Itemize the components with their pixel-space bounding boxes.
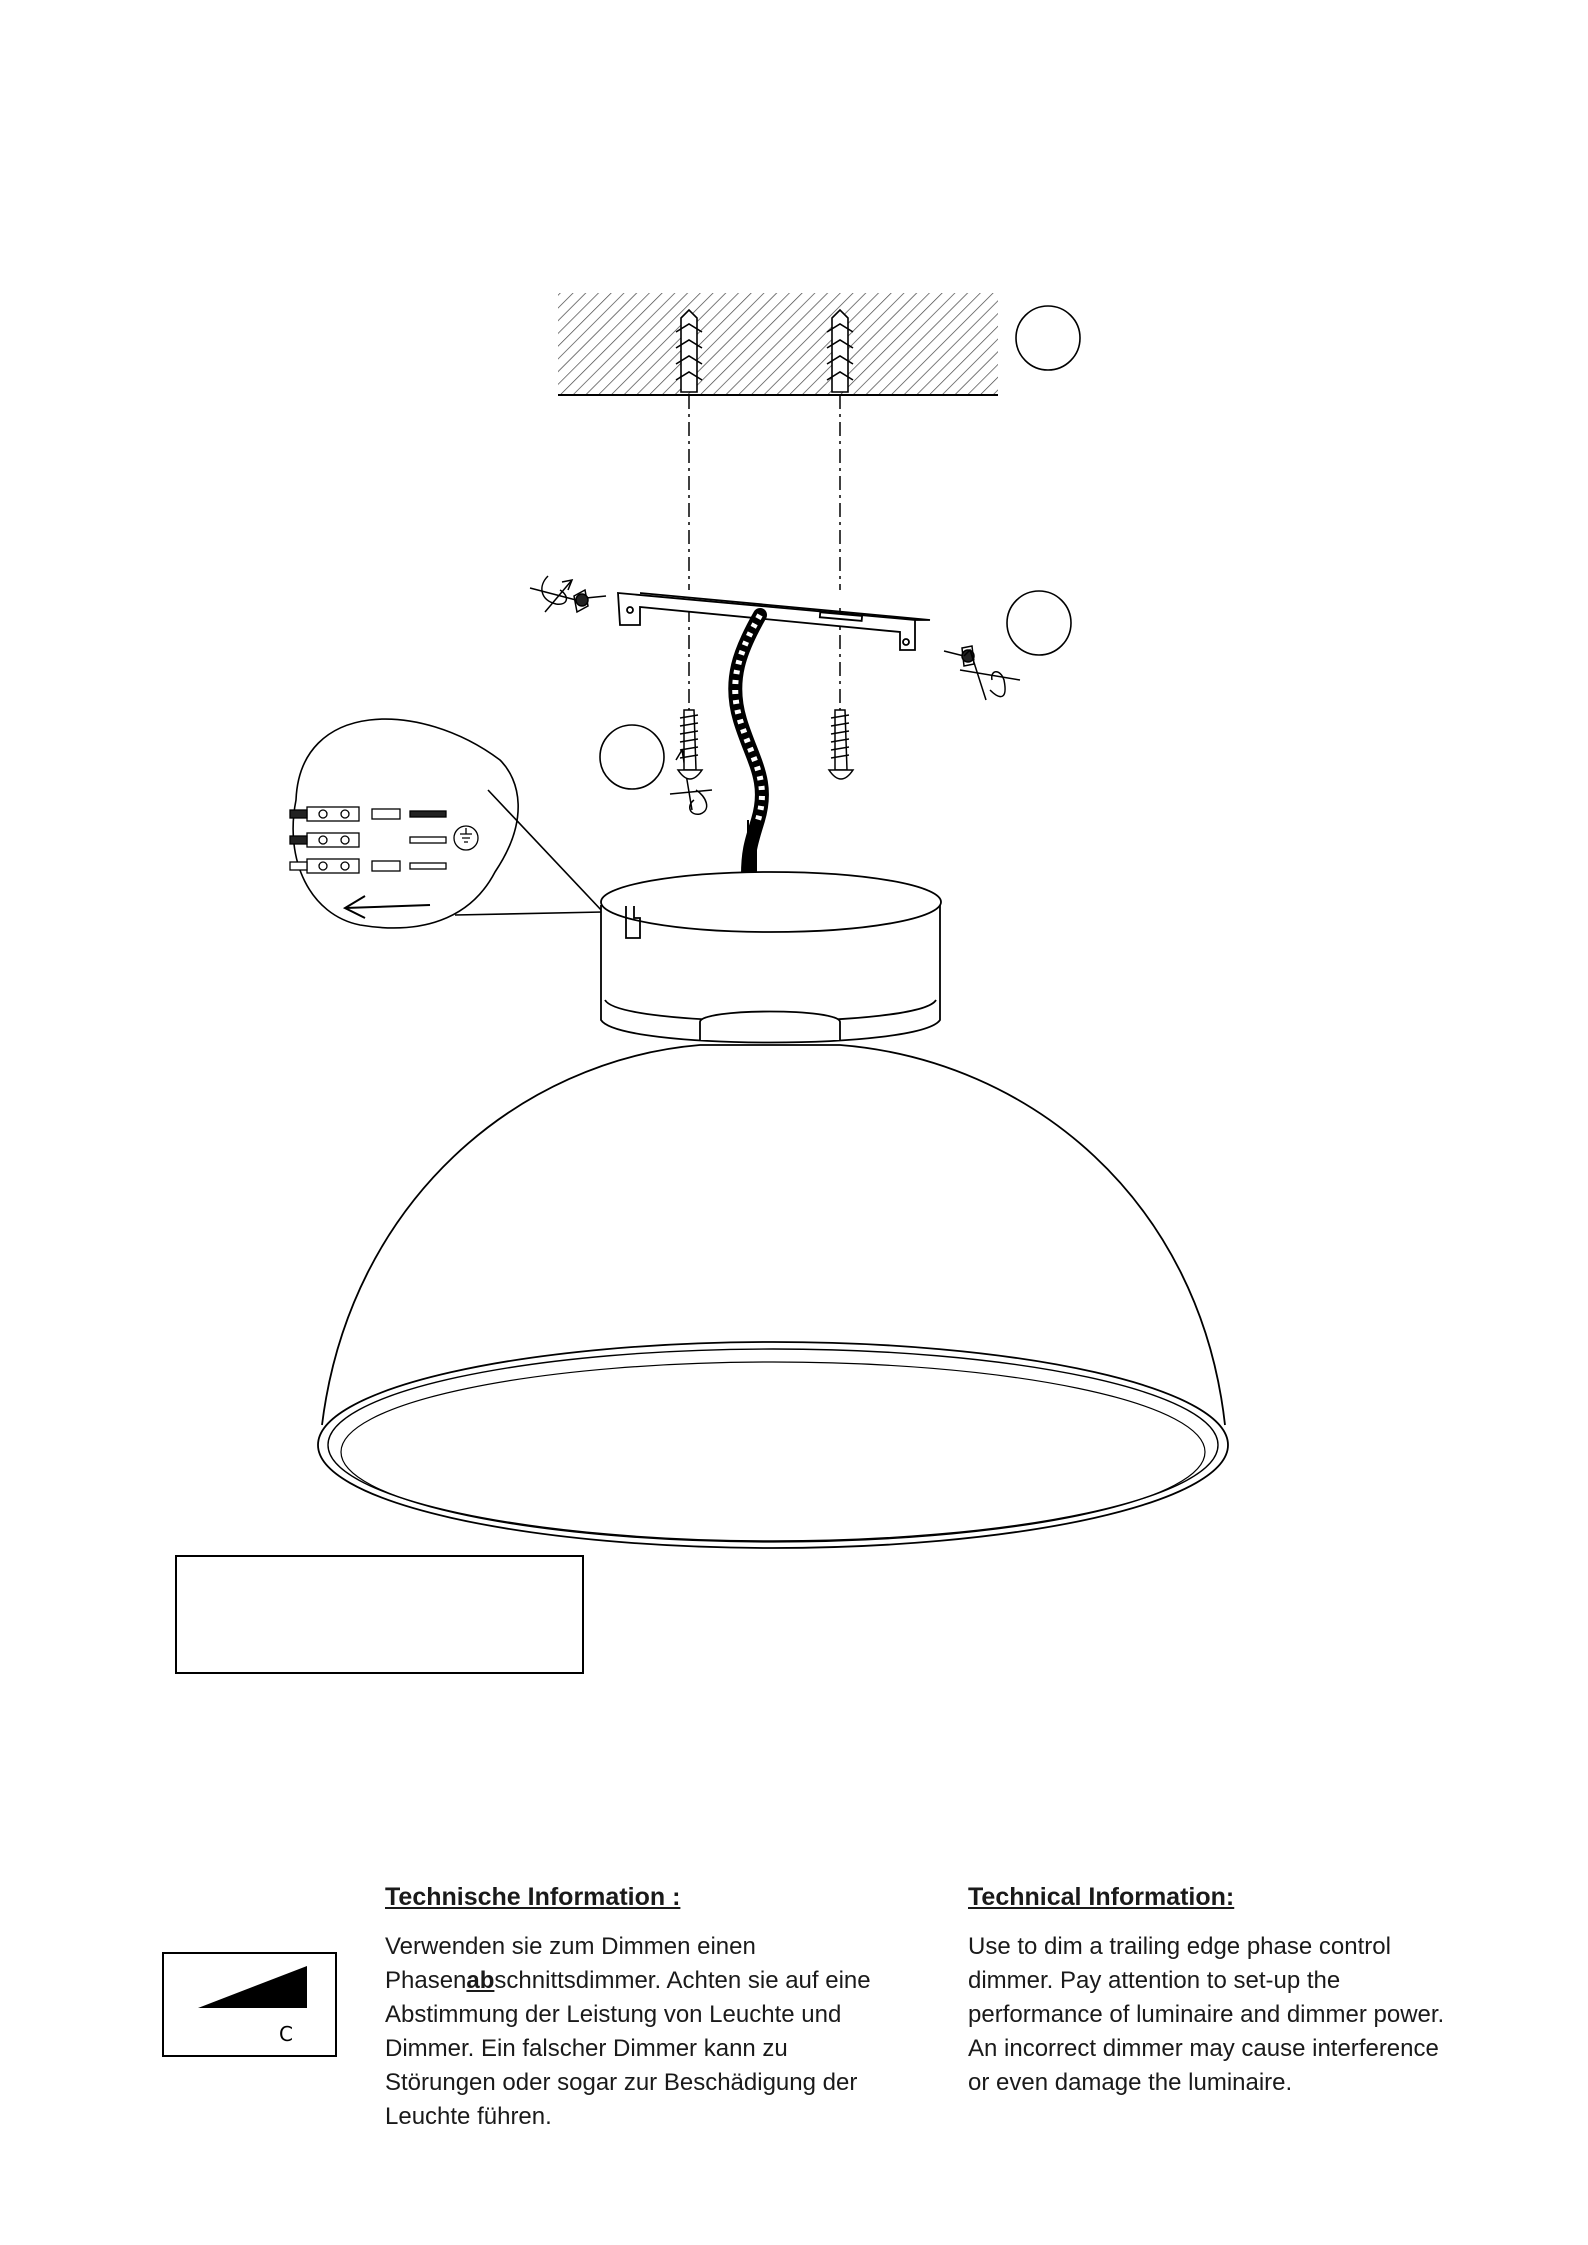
step-circle-1 <box>1016 306 1080 370</box>
step-circle-3 <box>600 725 664 789</box>
technical-text-de-part2: schnittsdimmer. Achten sie auf eine Abstimmung der Leistung von Leuchte und Dimmer. Ein falscher Dimmer kann zu Störungen oder sogar zur Beschädigung der Leuchte führen. <box>385 1967 871 2130</box>
mounting-bracket <box>618 593 930 650</box>
technical-info-en <box>968 1880 1508 2100</box>
guide-lines <box>689 395 840 710</box>
screw-long-left-icon <box>678 710 702 779</box>
technical-text-de <box>385 1930 945 2134</box>
screw-long-right-icon <box>829 710 853 779</box>
ceiling-hatch <box>558 293 998 395</box>
technical-info-de <box>385 1880 945 2134</box>
terminal-callout <box>293 719 603 928</box>
technical-text-de-bold: ab <box>466 1967 495 1994</box>
blank-label-box <box>175 1555 584 1674</box>
technical-text-de-part1: Verwenden sie zum Dimmen einen Phasen <box>385 1933 756 1994</box>
step-circle-2 <box>1007 591 1071 655</box>
technical-text-en: Use to dim a trailing edge phase control dimmer. Pay attention to set-up the performance of luminaire and dimmer power. An incorrect dimmer may cause interference or even damage the luminaire. <box>968 1933 1445 2096</box>
screw-left-icon <box>574 590 606 612</box>
trailing-edge-dimmer-icon <box>164 1954 339 2059</box>
technical-heading-en: Technical Information: <box>968 1883 1235 1911</box>
dimmer-letter: C <box>279 2022 293 2046</box>
technical-heading-de: Technische Information : <box>385 1883 681 1911</box>
ceiling-canopy <box>601 872 941 1043</box>
rotate-arrow-left-icon <box>530 576 576 612</box>
power-cable <box>735 615 762 878</box>
lamp-shade <box>318 1045 1228 1548</box>
screw-right-icon <box>944 646 974 666</box>
dimmer-symbol <box>162 1952 337 2057</box>
